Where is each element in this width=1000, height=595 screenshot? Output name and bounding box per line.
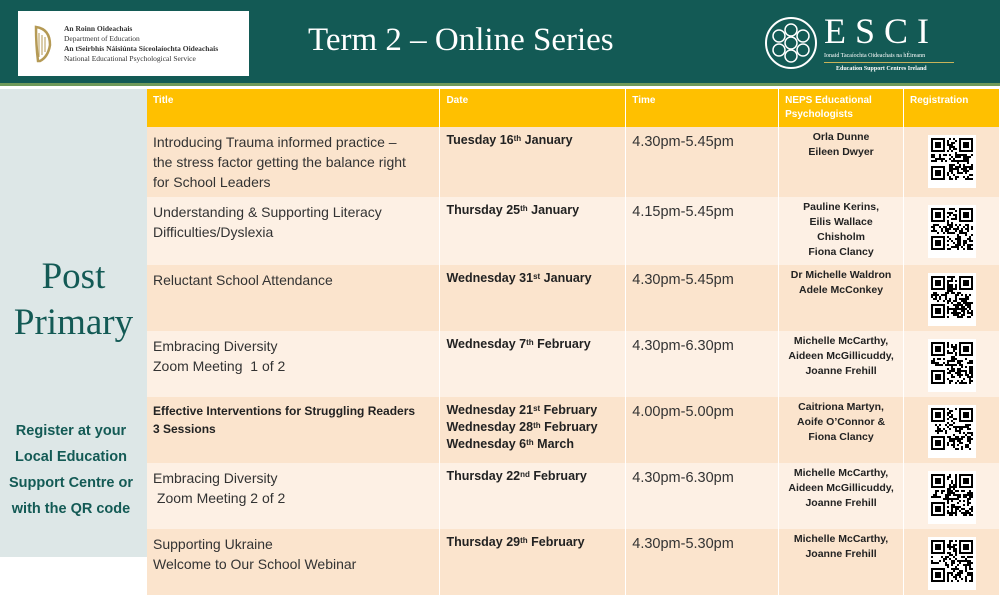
department-logo — [18, 11, 249, 76]
qr-code-icon[interactable] — [928, 135, 976, 188]
session-title — [147, 529, 440, 595]
date-month: March — [533, 437, 574, 451]
date-suffix: th — [520, 204, 528, 213]
column-header-registration: Registration — [904, 89, 1000, 127]
psychologist-name: Chisholm — [817, 231, 865, 243]
sidebar — [0, 89, 147, 557]
logo-line: National Educational Psychological Service — [64, 53, 196, 63]
psychologist-name: Aideen McGillicuddy, — [788, 350, 894, 362]
title-line: Zoom Meeting 1 of 2 — [153, 358, 286, 374]
table-row — [147, 397, 1000, 463]
psychologist-name: Michelle McCarthy, — [793, 467, 889, 479]
date-month: February — [527, 535, 585, 549]
session-title — [147, 197, 440, 265]
esci-irish: Ionaid Tacaíochta Oideachais na hÉireann — [824, 53, 926, 59]
heading-line: Primary — [13, 302, 134, 343]
table-row — [147, 127, 1000, 197]
table-row — [147, 197, 1000, 265]
session-time: 4.30pm-5.45pm — [626, 127, 779, 197]
psychologist-name: Fiona Clancy — [808, 431, 874, 443]
date-suffix: th — [513, 134, 522, 143]
session-time: 4.30pm-5.30pm — [626, 529, 779, 595]
column-header-title: Title — [147, 89, 440, 127]
session-title — [147, 127, 440, 197]
schedule-table — [147, 89, 1000, 595]
logo-line: An Roinn Oideachais — [64, 23, 133, 33]
date-day: Wednesday 21 — [446, 403, 534, 417]
registration-cell — [904, 331, 1000, 397]
title-line: Welcome to Our School Webinar — [153, 556, 357, 572]
psychologist-name: Caitriona Martyn, — [798, 401, 884, 413]
session-date — [440, 331, 626, 397]
date-day: Thursday 22 — [446, 469, 521, 483]
date-suffix: th — [526, 438, 534, 447]
session-date — [440, 265, 626, 331]
session-psychologists — [779, 463, 904, 529]
qr-code-icon[interactable] — [928, 471, 976, 524]
date-month: January — [527, 203, 580, 217]
date-month: February — [540, 420, 598, 434]
table-row — [147, 331, 1000, 397]
psychologist-name: Michelle McCarthy, — [793, 533, 889, 545]
date-line — [446, 336, 619, 353]
harp-icon — [32, 25, 54, 63]
title-line: Zoom Meeting 2 of 2 — [153, 490, 286, 506]
qr-code-icon[interactable] — [928, 205, 976, 258]
session-date — [440, 197, 626, 265]
qr-code-icon[interactable] — [928, 273, 976, 326]
date-line — [446, 402, 619, 419]
register-line: Support Centre or — [8, 475, 134, 491]
register-line: Register at your — [15, 423, 127, 439]
session-time: 4.30pm-6.30pm — [626, 331, 779, 397]
register-note — [0, 418, 146, 522]
date-suffix: th — [520, 536, 528, 545]
column-header-date: Date — [440, 89, 626, 127]
title-line: for School Leaders — [153, 174, 271, 190]
date-line — [446, 436, 619, 453]
session-title — [147, 331, 440, 397]
psychologist-name: Aoife O’Connor & — [797, 416, 886, 428]
register-line: with the QR code — [11, 501, 131, 517]
psychologist-name: Adele McConkey — [799, 284, 884, 296]
psychologist-name: Orla Dunne — [812, 131, 870, 143]
date-line — [446, 270, 619, 287]
session-psychologists — [779, 397, 904, 463]
title-line: Introducing Trauma informed practice – — [153, 134, 397, 150]
psychologist-name: Pauline Kerins, — [803, 201, 879, 213]
psychologist-name: Joanne Frehill — [805, 548, 877, 560]
divider — [824, 62, 954, 63]
audience-heading — [0, 254, 147, 346]
date-line — [446, 202, 619, 219]
column-header-neps: NEPS Educational Psychologists — [779, 89, 904, 127]
psychologist-name: Dr Michelle Waldron — [790, 269, 892, 281]
session-time: 4.30pm-5.45pm — [626, 265, 779, 331]
qr-code-icon[interactable] — [928, 537, 976, 590]
session-psychologists — [779, 127, 904, 197]
date-line — [446, 534, 619, 551]
table-row — [147, 529, 1000, 595]
title-line: 3 Sessions — [153, 422, 216, 436]
date-day: Thursday 25 — [446, 203, 521, 217]
registration-cell — [904, 265, 1000, 331]
date-day: Wednesday 31 — [446, 271, 534, 285]
date-day: Wednesday 7 — [446, 337, 527, 351]
title-line: Embracing Diversity — [153, 338, 278, 354]
session-date — [440, 529, 626, 595]
psychologist-name: Joanne Frehill — [805, 497, 877, 509]
session-date — [440, 463, 626, 529]
qr-code-icon[interactable] — [928, 339, 976, 392]
registration-cell — [904, 529, 1000, 595]
date-month: February — [529, 469, 587, 483]
heading-line: Post — [41, 256, 106, 297]
psychologist-name: Michelle McCarthy, — [793, 335, 889, 347]
date-suffix: th — [526, 338, 534, 347]
date-suffix: st — [533, 272, 541, 281]
date-day: Thursday 29 — [446, 535, 521, 549]
psychologist-name: Fiona Clancy — [808, 246, 874, 258]
esci-english: Education Support Centres Ireland — [836, 66, 927, 72]
table-row — [147, 463, 1000, 529]
esci-logo — [764, 11, 954, 74]
title-line: Embracing Diversity — [153, 470, 278, 486]
register-line: Local Education — [15, 449, 127, 465]
title-line: Difficulties/Dyslexia — [153, 224, 274, 240]
session-psychologists — [779, 265, 904, 331]
date-line — [446, 132, 619, 149]
title-line: the stress factor getting the balance right — [153, 154, 406, 170]
session-time: 4.30pm-6.30pm — [626, 463, 779, 529]
logo-line: An tSeirbhís Náisiúnta Síceolaíochta Oideachais — [64, 43, 219, 53]
date-month: January — [540, 271, 592, 285]
psychologist-name: Aideen McGillicuddy, — [788, 482, 894, 494]
registration-cell — [904, 127, 1000, 197]
date-day: Wednesday 6 — [446, 437, 527, 451]
esci-emblem-icon — [764, 16, 818, 70]
session-psychologists — [779, 529, 904, 595]
session-psychologists — [779, 197, 904, 265]
psychologist-name: Eileen Dwyer — [808, 146, 874, 158]
title-line: Effective Interventions for Struggling Readers — [153, 404, 416, 418]
psychologist-name: Joanne Frehill — [805, 365, 877, 377]
date-day: Wednesday 28 — [446, 420, 534, 434]
session-psychologists — [779, 331, 904, 397]
session-time: 4.15pm-5.45pm — [626, 197, 779, 265]
session-date — [440, 127, 626, 197]
title-line: Supporting Ukraine — [153, 536, 273, 552]
session-title — [147, 265, 440, 331]
column-header-time: Time — [626, 89, 779, 127]
date-month: January — [521, 133, 573, 147]
registration-cell — [904, 197, 1000, 265]
date-month: February — [540, 403, 598, 417]
table-row — [147, 265, 1000, 331]
psychologist-name: Eilis Wallace — [809, 216, 873, 228]
session-time: 4.00pm-5.00pm — [626, 397, 779, 463]
session-title — [147, 463, 440, 529]
title-line: Reluctant School Attendance — [153, 272, 333, 288]
date-suffix: nd — [520, 470, 530, 479]
registration-cell — [904, 397, 1000, 463]
esci-name: ESCI — [824, 11, 939, 51]
session-date — [440, 397, 626, 463]
registration-cell — [904, 463, 1000, 529]
date-suffix: th — [533, 421, 541, 430]
date-month: February — [533, 337, 591, 351]
title-line: Understanding & Supporting Literacy — [153, 204, 382, 220]
date-day: Tuesday 16 — [446, 133, 514, 147]
qr-code-icon[interactable] — [928, 405, 976, 458]
date-suffix: st — [533, 404, 541, 413]
date-line — [446, 468, 619, 485]
logo-line: Department of Education — [64, 33, 140, 43]
date-line — [446, 419, 619, 436]
header-banner — [0, 0, 1000, 86]
session-title — [147, 397, 440, 463]
page-title: Term 2 – Online Series — [308, 22, 614, 58]
